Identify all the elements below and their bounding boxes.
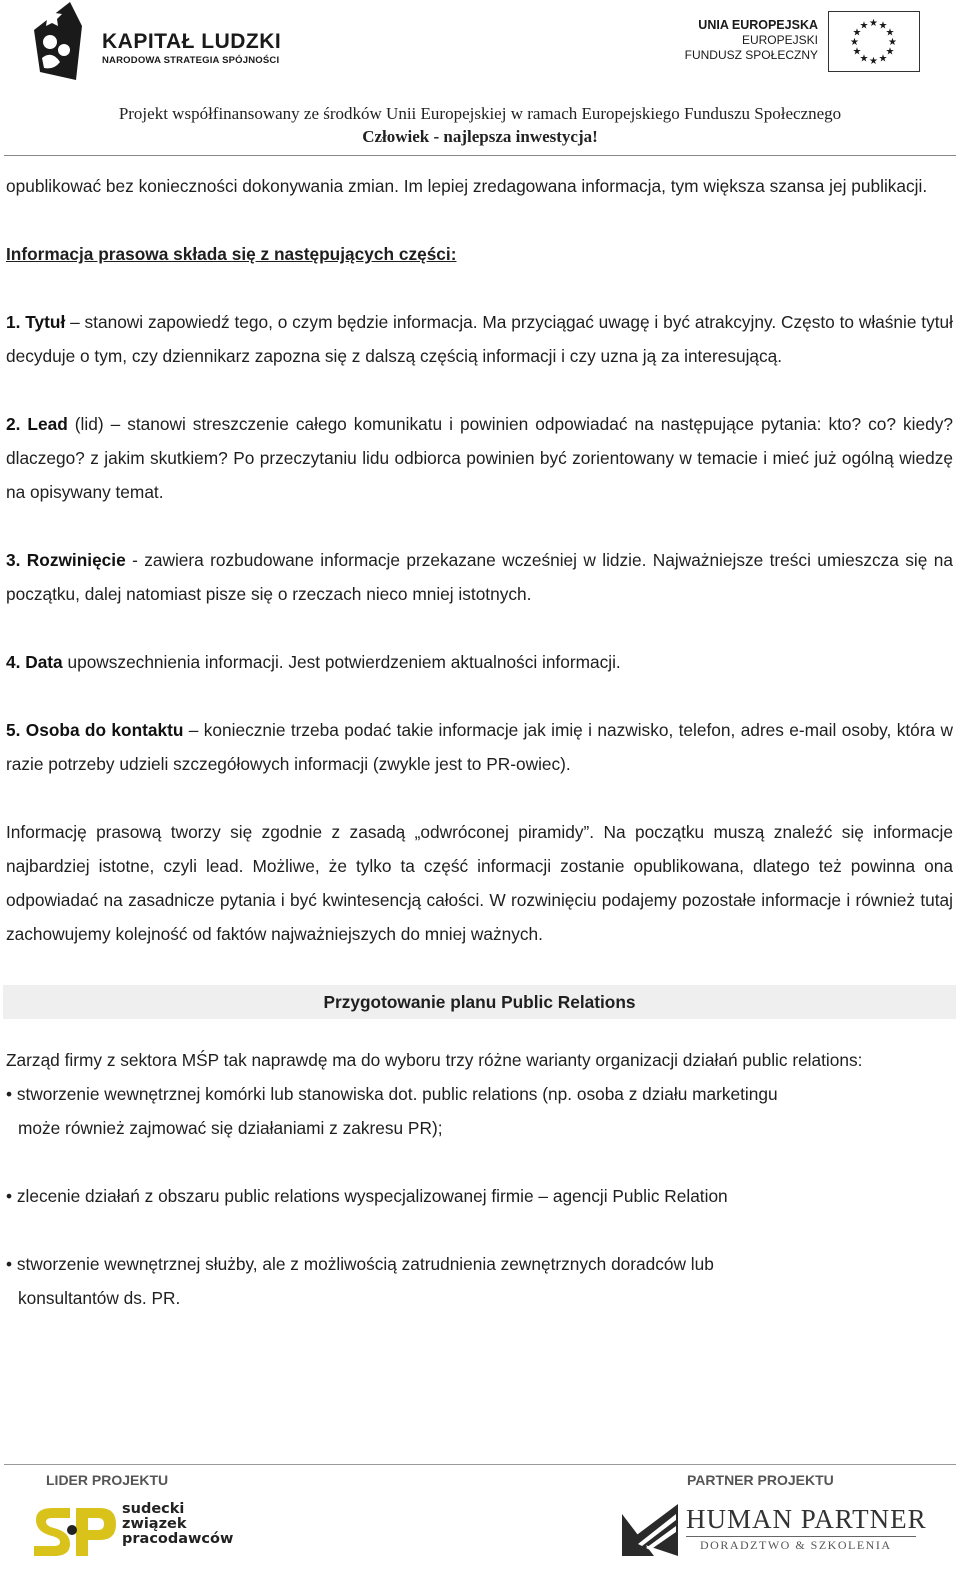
page-header	[0, 0, 960, 160]
szp-logo-text	[122, 1502, 233, 1547]
footer-divider	[4, 1464, 956, 1465]
svg-text:★: ★	[885, 27, 895, 39]
bullet-item	[6, 1247, 953, 1315]
kapital-ludzki-emblem-icon	[30, 0, 90, 82]
variants-paragraph: Zarząd firmy z sektora MŚP tak naprawdę ma do wyboru trzy różne warianty organizacji działań public relations:	[6, 1050, 863, 1070]
svg-text:★: ★	[859, 53, 869, 65]
list-item-contact	[6, 713, 953, 781]
item-5-label: 5. Osoba do kontaktu	[6, 720, 184, 740]
eu-fund-caption	[685, 18, 818, 63]
leader-label: LIDER PROJEKTU	[46, 1472, 169, 1488]
szp-line-1: sudecki	[122, 1501, 185, 1517]
szp-logo	[30, 1500, 250, 1565]
svg-text:★: ★	[852, 46, 862, 58]
list-item-date	[6, 645, 953, 679]
svg-text:★: ★	[852, 27, 862, 39]
parts-heading	[6, 237, 953, 271]
bullet-item	[6, 1077, 953, 1145]
item-4-label: 4. Data	[6, 652, 63, 672]
kapital-ludzki-logo	[30, 0, 300, 85]
svg-text:★: ★	[878, 53, 888, 65]
item-1-label: 1. Tytuł	[6, 312, 66, 332]
bullet-2-text: • zlecenie działań z obszaru public relations wyspecjalizowanej firmie – agencji Public Relation	[6, 1186, 728, 1206]
szp-line-3: pracodawców	[122, 1531, 234, 1547]
bullet-1-line-2: może również zajmować się działaniami z zakresu PR);	[18, 1118, 443, 1138]
project-cofinancing-line: Projekt współfinansowany ze środków Unii Europejskiej w ramach Europejskiego Funduszu Społecznego	[118, 104, 842, 123]
svg-text:★: ★	[850, 37, 859, 48]
eu-line-1: UNIA EUROPEJSKA	[698, 18, 818, 32]
human-partner-emblem-icon	[620, 1500, 680, 1558]
partner-logo-rule	[686, 1536, 916, 1537]
szp-line-2: związek	[122, 1516, 187, 1532]
item-4-text: upowszechnienia informacji. Jest potwierdzeniem aktualności informacji.	[62, 652, 621, 672]
logo-title: KAPITAŁ LUDZKI	[102, 30, 282, 53]
svg-text:★: ★	[885, 46, 895, 58]
partner-name: HUMAN PARTNER	[686, 1504, 927, 1534]
item-5-text: – koniecznie trzeba podać takie informacje jak imię i nazwisko, telefon, adres e-mail osoby, która w razie potrzeby udzieli szczegółowych informacji (zwykle jest to PR-owiec).	[6, 720, 953, 774]
bullet-item	[6, 1179, 953, 1213]
bullet-1-line-1: • stworzenie wewnętrznej komórki lub stanowiska dot. public relations (np. osoba z działu marketingu	[6, 1084, 778, 1104]
item-3-text: - zawiera rozbudowane informacje przekazane wcześniej w lidzie. Najważniejsze treści umieszcza się na początku, dalej natomiast pisze się o rzeczach nieco mniej istotnych.	[6, 550, 953, 604]
eu-line-2: EUROPEJSKI	[741, 33, 818, 47]
szp-monogram-icon	[30, 1500, 122, 1564]
list-item-title	[6, 305, 953, 373]
eu-line-3: FUNDUSZ SPOŁECZNY	[684, 48, 818, 62]
item-2-text: (lid) – stanowi streszczenie całego komunikatu i powinien odpowiadać na następujące pytania: kto? co? kiedy? dlaczego? z jakim skutkiem? Po przeczytaniu lidu odbiorca powinien być zorientowany w temacie i mieć już ogólną wiedzę na opisywany temat.	[6, 414, 953, 502]
bullet-3-line-1: • stworzenie wewnętrznej służby, ale z możliwością zatrudnienia zewnętrznych doradców lub	[6, 1254, 714, 1274]
list-item-development	[6, 543, 953, 611]
svg-text:★: ★	[878, 20, 888, 32]
eu-flag-icon	[828, 11, 920, 72]
item-3-label: 3. Rozwinięcie	[6, 550, 126, 570]
partner-label: PARTNER PROJEKTU	[687, 1472, 834, 1488]
bullet-3-line-2: konsultantów ds. PR.	[18, 1288, 181, 1308]
intro-paragraph: opublikować bez konieczności dokonywania zmian. Im lepiej zredagowana informacja, tym większa szansa jej publikacji.	[6, 176, 928, 196]
section-heading-pr-plan: Przygotowanie planu Public Relations	[3, 985, 956, 1019]
svg-text:★: ★	[869, 18, 878, 29]
item-1-text: – stanowi zapowiedź tego, o czym będzie informacja. Ma przyciągać uwagę i być atrakcyjny. Często to właśnie tytuł decyduje o tym, czy dziennikarz zapozna się z dalszą częścią informacji i czy uzna ją za interesującą.	[6, 312, 953, 366]
parts-heading-text: Informacja prasowa składa się z następujących części:	[6, 244, 457, 264]
item-2-label: 2. Lead	[6, 414, 68, 434]
document-body	[6, 169, 953, 1349]
partner-tagline: DORADZTWO & SZKOLENIA	[700, 1538, 892, 1552]
human-partner-logo	[620, 1500, 927, 1560]
svg-text:★: ★	[859, 20, 869, 32]
project-motto: Człowiek - najlepsza inwestycja!	[362, 127, 598, 146]
logo-subtitle: NARODOWA STRATEGIA SPÓJNOŚCI	[102, 55, 280, 66]
list-item-lead	[6, 407, 953, 509]
svg-text:★: ★	[869, 56, 878, 67]
svg-text:★: ★	[888, 37, 897, 48]
pyramid-paragraph: Informację prasową tworzy się zgodnie z zasadą „odwróconej piramidy”. Na początku muszą znaleźć się informacje najbardziej istotne, czyli lead. Możliwe, że tylko ta część informacji zostanie opublikowana, dlatego też powinna ona odpowiadać na zasadnicze pytania i być kwintesencją całości. W rozwinięciu podajemy pozostałe informacje i również tutaj zachowujemy kolejność od faktów najważniejszych do mniej ważnych.	[6, 822, 953, 944]
header-divider	[4, 155, 956, 156]
